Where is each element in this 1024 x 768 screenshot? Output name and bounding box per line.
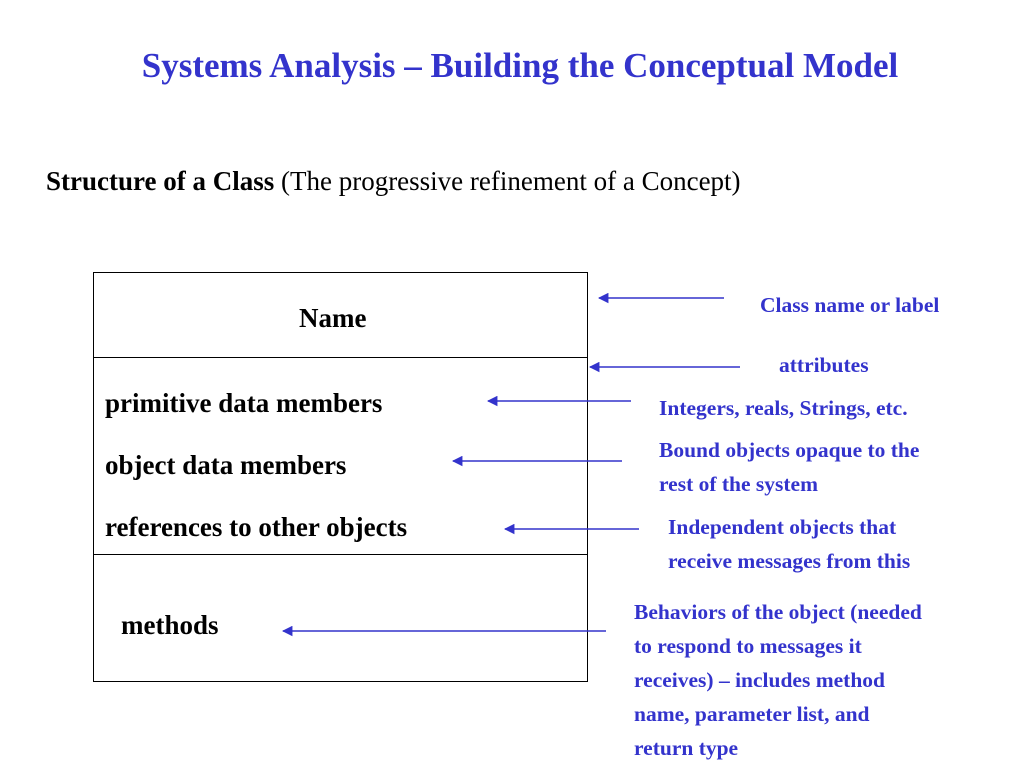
class-diagram-box	[93, 272, 588, 682]
note-attributes: attributes	[779, 353, 869, 377]
note-references-line1: Independent objects that	[668, 515, 897, 539]
subtitle-bold: Structure of a Class	[46, 166, 275, 196]
note-methods-line1: Behaviors of the object (needed	[634, 600, 922, 624]
subtitle-rest: (The progressive refinement of a Concept)	[274, 166, 741, 196]
attribute-object: object data members	[105, 450, 347, 480]
note-primitive: Integers, reals, Strings, etc.	[659, 396, 908, 420]
slide-subtitle	[46, 163, 741, 199]
note-object-line1: Bound objects opaque to the	[659, 438, 920, 462]
note-methods-line2: to respond to messages it	[634, 634, 862, 658]
note-references-line2: receive messages from this	[668, 549, 911, 573]
note-methods-line3: receives) – includes method	[634, 668, 885, 692]
attribute-primitive: primitive data members	[105, 388, 383, 418]
class-name-label: Name	[299, 303, 367, 333]
note-methods-line4: name, parameter list, and	[634, 702, 870, 726]
name-divider	[94, 357, 587, 358]
note-methods-line5: return type	[634, 736, 739, 760]
methods-label: methods	[121, 610, 219, 640]
note-object-line2: rest of the system	[659, 472, 819, 496]
attribute-references: references to other objects	[105, 512, 408, 542]
slide-title: Systems Analysis – Building the Conceptual Model	[141, 46, 899, 85]
attributes-divider	[94, 554, 587, 555]
note-class-name: Class name or label	[760, 293, 940, 317]
